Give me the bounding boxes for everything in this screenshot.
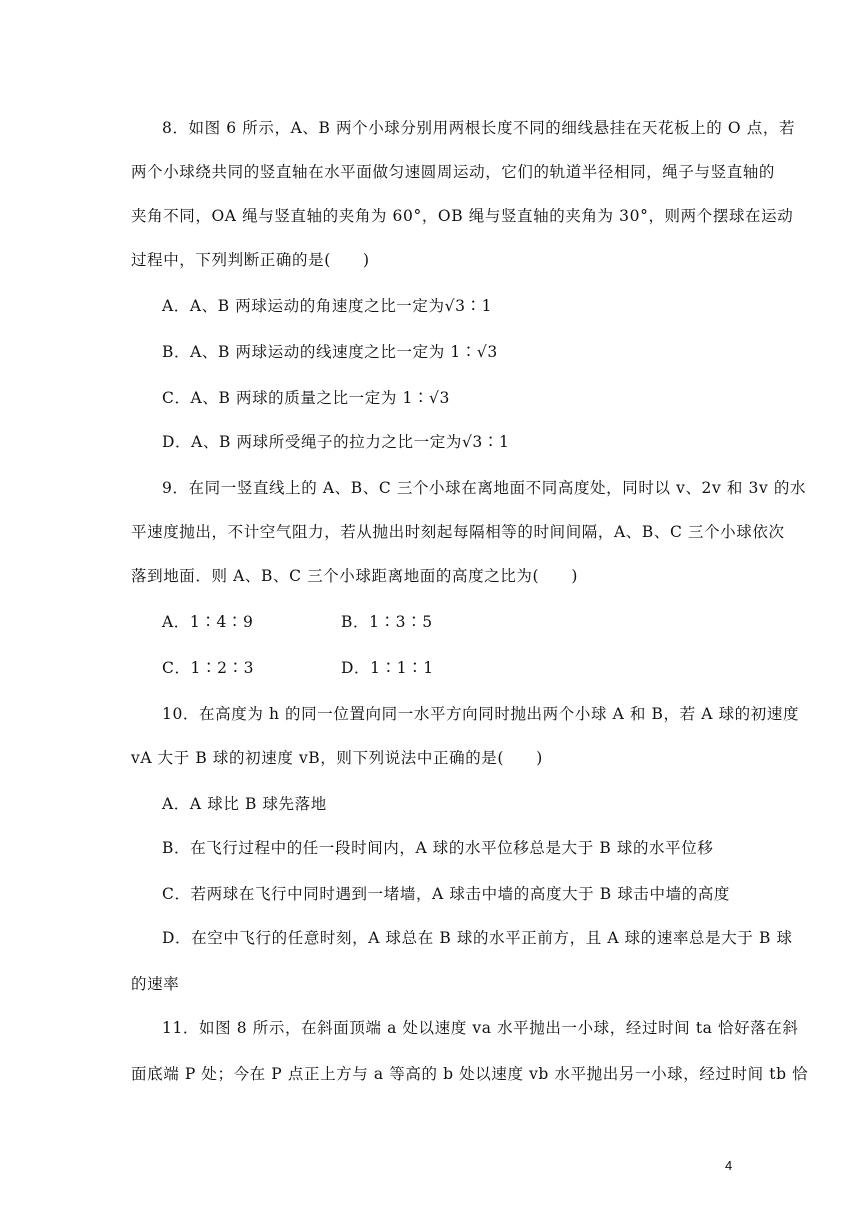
q8-line-1: 8．如图 6 所示，A、B 两个小球分别用两根长度不同的细线悬挂在天花板上的 O 点，若 xyxy=(162,119,796,137)
q9-option-b: B．1∶3∶5 xyxy=(341,613,433,631)
q9-option-c: C．1∶2∶3 xyxy=(162,659,255,677)
q8-line-3: 夹角不同，OA 绳与竖直轴的夹角为 60°，OB 绳与竖直轴的夹角为 30°，则两个摆球在运动 xyxy=(131,207,794,225)
q11-line-1: 11．如图 8 所示，在斜面顶端 a 处以速度 va 水平抛出一小球，经过时间 ta 恰好落在斜 xyxy=(162,1019,799,1037)
q10-line-2: vA 大于 B 球的初速度 vB，则下列说法中正确的是( ) xyxy=(131,749,543,767)
q8-line-4: 过程中，下列判断正确的是( ) xyxy=(131,251,370,269)
q9-line-2: 平速度抛出，不计空气阻力，若从抛出时刻起每隔相等的时间间隔，A、B、C 三个小球依次 xyxy=(131,523,785,541)
q9-option-d: D．1∶1∶1 xyxy=(341,659,434,677)
q9-option-a: A．1∶4∶9 xyxy=(162,613,254,631)
q10-option-a: A．A 球比 B 球先落地 xyxy=(162,795,327,813)
q10-line-1: 10．在高度为 h 的同一位置向同一水平方向同时抛出两个小球 A 和 B，若 A 球的初速度 xyxy=(162,705,800,723)
page-number: 4 xyxy=(725,1158,733,1173)
q11-line-2: 面底端 P 处；今在 P 点正上方与 a 等高的 b 处以速度 vb 水平抛出另一小球，经过时间 tb 恰 xyxy=(131,1065,809,1083)
q8-line-2: 两个小球绕共同的竖直轴在水平面做匀速圆周运动，它们的轨道半径相同，绳子与竖直轴的 xyxy=(131,163,776,181)
q9-line-3: 落到地面．则 A、B、C 三个小球距离地面的高度之比为( ) xyxy=(131,567,578,585)
q8-option-c: C．A、B 两球的质量之比一定为 1∶√3 xyxy=(162,389,450,407)
q9-line-1: 9．在同一竖直线上的 A、B、C 三个小球在离地面不同高度处，同时以 v、2v 和 3v 的水 xyxy=(162,479,807,497)
q10-option-d: D．在空中飞行的任意时刻，A 球总在 B 球的水平正前方，且 A 球的速率总是大于 B 球 xyxy=(162,929,793,947)
q8-option-d: D．A、B 两球所受绳子的拉力之比一定为√3∶1 xyxy=(162,433,510,451)
q8-option-b: B．A、B 两球运动的线速度之比一定为 1∶√3 xyxy=(162,343,498,361)
q10-option-c: C．若两球在飞行中同时遇到一堵墙，A 球击中墙的高度大于 B 球击中墙的高度 xyxy=(162,885,731,903)
q10-option-d-continued: 的速率 xyxy=(131,975,180,993)
q10-option-b: B．在飞行过程中的任一段时间内，A 球的水平位移总是大于 B 球的水平位移 xyxy=(162,839,714,857)
q8-option-a: A．A、B 两球运动的角速度之比一定为√3∶1 xyxy=(162,297,493,315)
